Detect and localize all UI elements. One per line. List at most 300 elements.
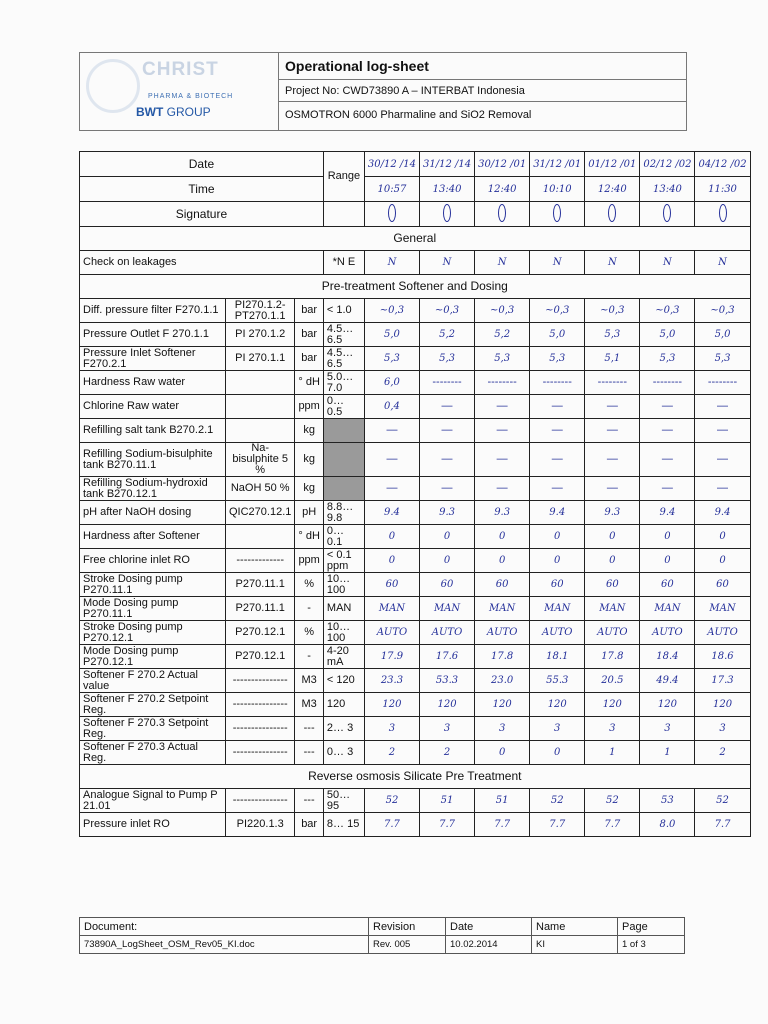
reading: 3 [585, 717, 640, 741]
reading: 7.7 [695, 813, 750, 837]
row-label: Free chlorine inlet RO [80, 549, 226, 573]
date-entry: 04/12 /02 [695, 152, 750, 177]
footer-name-label: Name [532, 918, 618, 936]
row-label: Stroke Dosing pump P270.11.1 [80, 573, 226, 597]
reading: N [475, 251, 530, 275]
reading: 5,3 [364, 347, 419, 371]
table-row [80, 717, 751, 741]
reading: 17.3 [695, 669, 750, 693]
reading: 0 [475, 741, 530, 765]
row-tag: Na-bisulphite 5 % [226, 443, 295, 477]
row-range: 120 [323, 693, 364, 717]
system-name: OSMOTRON 6000 Pharmaline and SiO2 Removal [285, 109, 532, 121]
signature-scribble [719, 204, 727, 222]
row-tag: PI 270.1.2 [226, 323, 295, 347]
logo-subtitle: PHARMA & BIOTECH [148, 93, 234, 100]
reading: -------- [585, 371, 640, 395]
row-unit: % [295, 573, 324, 597]
reading: -------- [640, 371, 695, 395]
row-range: 50… 95 [323, 789, 364, 813]
reading: — [530, 443, 585, 477]
signature-mark [475, 202, 530, 227]
reading: — [585, 443, 640, 477]
reading: — [475, 395, 530, 419]
time-entry: 13:40 [420, 177, 475, 202]
signature-scribble [498, 204, 506, 222]
table-row [80, 152, 751, 177]
reading: 5,0 [695, 323, 750, 347]
reading: 0 [420, 549, 475, 573]
row-range [323, 443, 364, 477]
reading: — [640, 395, 695, 419]
reading: ~0,3 [420, 299, 475, 323]
row-label: Pressure Inlet Softener F270.2.1 [80, 347, 226, 371]
row-tag: --------------- [226, 717, 295, 741]
reading: AUTO [585, 621, 640, 645]
row-label: pH after NaOH dosing [80, 501, 226, 525]
row-unit: --- [295, 741, 324, 765]
row-tag: --------------- [226, 789, 295, 813]
signature-scribble [388, 204, 396, 222]
reading: 7.7 [420, 813, 475, 837]
row-unit: ppm [295, 395, 324, 419]
footer-date-value: 10.02.2014 [446, 936, 532, 954]
row-range: 4.5… 6.5 [323, 323, 364, 347]
reading: 120 [530, 693, 585, 717]
reading: 0 [585, 525, 640, 549]
row-unit: --- [295, 789, 324, 813]
reading: AUTO [420, 621, 475, 645]
table-row [80, 597, 751, 621]
reading: 6,0 [364, 371, 419, 395]
table-row [80, 621, 751, 645]
reading: 3 [475, 717, 530, 741]
reading: -------- [420, 371, 475, 395]
reading: — [695, 443, 750, 477]
reading: 53.3 [420, 669, 475, 693]
row-unit: bar [295, 813, 324, 837]
row-unit: % [295, 621, 324, 645]
reading: AUTO [475, 621, 530, 645]
table-row [80, 177, 751, 202]
signature-scribble [608, 204, 616, 222]
row-label: Pressure Outlet F 270.1.1 [80, 323, 226, 347]
time-entry: 11:30 [695, 177, 750, 202]
footer-name-value: KI [532, 936, 618, 954]
reading: 0 [364, 549, 419, 573]
row-range: 4-20 mA [323, 645, 364, 669]
date-entry: 30/12 /14 [364, 152, 419, 177]
reading: — [585, 477, 640, 501]
reading: 120 [640, 693, 695, 717]
row-tag: --------------- [226, 741, 295, 765]
reading: ~0,3 [640, 299, 695, 323]
reading: 9.3 [420, 501, 475, 525]
row-unit: kg [295, 419, 324, 443]
reading: AUTO [695, 621, 750, 645]
table-row [80, 645, 751, 669]
row-label: Mode Dosing pump P270.11.1 [80, 597, 226, 621]
reading: -------- [475, 371, 530, 395]
reading: — [364, 443, 419, 477]
footer-document-value: 73890A_LogSheet_OSM_Rev05_KI.doc [80, 936, 369, 954]
time-entry: 12:40 [585, 177, 640, 202]
row-label: Mode Dosing pump P270.12.1 [80, 645, 226, 669]
table-row [80, 789, 751, 813]
logo-ring-icon [86, 59, 140, 113]
reading: — [475, 443, 530, 477]
row-unit: M3 [295, 693, 324, 717]
reading: 5,3 [585, 323, 640, 347]
logo-group [136, 105, 211, 119]
row-unit: ppm [295, 549, 324, 573]
reading: 3 [530, 717, 585, 741]
reading: — [530, 419, 585, 443]
document-title: Operational log-sheet [279, 53, 686, 80]
reading: — [420, 395, 475, 419]
reading: — [640, 419, 695, 443]
row-range: 0… 0.5 [323, 395, 364, 419]
reading: — [364, 419, 419, 443]
reading: 0 [585, 549, 640, 573]
reading: 0 [640, 549, 695, 573]
table-row [80, 693, 751, 717]
date-entry: 31/12 /01 [530, 152, 585, 177]
row-unit: bar [295, 299, 324, 323]
reading: — [420, 443, 475, 477]
row-label: Softener F 270.3 Actual Reg. [80, 741, 226, 765]
row-tag [226, 371, 295, 395]
row-unit: --- [295, 717, 324, 741]
row-range: < 120 [323, 669, 364, 693]
reading: 0 [530, 525, 585, 549]
reading: 3 [640, 717, 695, 741]
reading: 20.5 [585, 669, 640, 693]
reading: 5,1 [585, 347, 640, 371]
reading: 5,0 [530, 323, 585, 347]
company-logo [80, 53, 279, 130]
date-label: Date [80, 152, 324, 177]
row-unit: kg [295, 443, 324, 477]
section-header: Pre-treatment Softener and Dosing [80, 275, 751, 299]
reading: 5,2 [475, 323, 530, 347]
reading: 0 [695, 549, 750, 573]
signature-label: Signature [80, 202, 324, 227]
reading: 0 [364, 525, 419, 549]
row-label: Hardness after Softener [80, 525, 226, 549]
reading: — [695, 395, 750, 419]
table-row [80, 419, 751, 443]
row-range: 10… 100 [323, 573, 364, 597]
reading: 1 [585, 741, 640, 765]
row-label: Refilling Sodium-bisulphite tank B270.11.1 [80, 443, 226, 477]
row-range: *N E [323, 251, 364, 275]
row-unit: M3 [295, 669, 324, 693]
reading: N [695, 251, 750, 275]
row-range [323, 477, 364, 501]
row-range: 8… 15 [323, 813, 364, 837]
reading: MAN [475, 597, 530, 621]
row-unit: bar [295, 347, 324, 371]
signature-range-blank [323, 202, 364, 227]
signature-mark [695, 202, 750, 227]
row-label: Stroke Dosing pump P270.12.1 [80, 621, 226, 645]
row-unit: ° dH [295, 371, 324, 395]
reading: 18.4 [640, 645, 695, 669]
signature-mark [585, 202, 640, 227]
row-tag: P270.12.1 [226, 645, 295, 669]
reading: MAN [530, 597, 585, 621]
table-row [80, 251, 751, 275]
project-number: Project No: CWD73890 A – INTERBAT Indonesia [279, 80, 686, 102]
table-row [80, 549, 751, 573]
reading: 5,2 [420, 323, 475, 347]
reading: N [585, 251, 640, 275]
reading: AUTO [530, 621, 585, 645]
time-entry: 12:40 [475, 177, 530, 202]
row-range: < 1.0 [323, 299, 364, 323]
time-entry: 10:10 [530, 177, 585, 202]
footer-document-label: Document: [80, 918, 369, 936]
row-label: Diff. pressure filter F270.1.1 [80, 299, 226, 323]
reading: AUTO [640, 621, 695, 645]
reading: 9.3 [475, 501, 530, 525]
reading: 5,3 [695, 347, 750, 371]
reading: 120 [475, 693, 530, 717]
table-row [80, 395, 751, 419]
table-row [80, 299, 751, 323]
log-table [79, 151, 751, 837]
footer-page-value: 1 of 3 [618, 936, 685, 954]
row-tag [226, 525, 295, 549]
signature-scribble [663, 204, 671, 222]
reading: 23.0 [475, 669, 530, 693]
table-row [80, 443, 751, 477]
reading: MAN [695, 597, 750, 621]
reading: 2 [695, 741, 750, 765]
reading: — [695, 477, 750, 501]
row-tag: P270.11.1 [226, 573, 295, 597]
row-range: < 0.1 ppm [323, 549, 364, 573]
row-label: Chlorine Raw water [80, 395, 226, 419]
document-footer [79, 917, 685, 954]
reading: 55.3 [530, 669, 585, 693]
reading: 18.6 [695, 645, 750, 669]
reading: 17.6 [420, 645, 475, 669]
row-unit: bar [295, 323, 324, 347]
reading: AUTO [364, 621, 419, 645]
section-header: Reverse osmosis Silicate Pre Treatment [80, 765, 751, 789]
reading: N [530, 251, 585, 275]
reading: 2 [364, 741, 419, 765]
reading: 120 [695, 693, 750, 717]
signature-scribble [553, 204, 561, 222]
row-range: 4.5… 6.5 [323, 347, 364, 371]
reading: 49.4 [640, 669, 695, 693]
row-tag: P270.11.1 [226, 597, 295, 621]
reading: 9.4 [695, 501, 750, 525]
signature-mark [420, 202, 475, 227]
row-tag: --------------- [226, 669, 295, 693]
date-entry: 30/12 /01 [475, 152, 530, 177]
reading: — [475, 419, 530, 443]
reading: 60 [420, 573, 475, 597]
reading: — [364, 477, 419, 501]
reading: 5,3 [640, 347, 695, 371]
reading: N [640, 251, 695, 275]
table-row [80, 813, 751, 837]
reading: — [695, 419, 750, 443]
logo-brand: CHRIST [142, 59, 219, 80]
reading: 5,0 [364, 323, 419, 347]
reading: 9.4 [364, 501, 419, 525]
row-range: 0… 3 [323, 741, 364, 765]
reading: 7.7 [364, 813, 419, 837]
row-label: Refilling salt tank B270.2.1 [80, 419, 226, 443]
reading: 5,3 [475, 347, 530, 371]
logo-group-word: GROUP [166, 105, 211, 119]
row-label: Pressure inlet RO [80, 813, 226, 837]
row-tag [226, 395, 295, 419]
reading: 5,3 [530, 347, 585, 371]
reading: 7.7 [530, 813, 585, 837]
row-label: Check on leakages [80, 251, 324, 275]
reading: — [420, 419, 475, 443]
reading: ~0,3 [530, 299, 585, 323]
signature-scribble [443, 204, 451, 222]
logo-group-mark: BWT [136, 105, 164, 119]
footer-page-label: Page [618, 918, 685, 936]
reading: — [585, 419, 640, 443]
reading: 9.4 [530, 501, 585, 525]
row-tag: QIC270.12.1 [226, 501, 295, 525]
signature-mark [530, 202, 585, 227]
table-row [80, 227, 751, 251]
reading: 0 [420, 525, 475, 549]
reading: 3 [695, 717, 750, 741]
row-label: Hardness Raw water [80, 371, 226, 395]
reading: 53 [640, 789, 695, 813]
time-entry: 13:40 [640, 177, 695, 202]
range-label: Range [323, 152, 364, 202]
table-row [80, 477, 751, 501]
reading: — [420, 477, 475, 501]
table-row [80, 275, 751, 299]
reading: 60 [695, 573, 750, 597]
row-range: 10… 100 [323, 621, 364, 645]
reading: 0 [530, 549, 585, 573]
date-entry: 02/12 /02 [640, 152, 695, 177]
reading: ~0,3 [585, 299, 640, 323]
reading: ~0,3 [475, 299, 530, 323]
row-label: Analogue Signal to Pump P 21.01 [80, 789, 226, 813]
reading: 120 [364, 693, 419, 717]
table-row [80, 371, 751, 395]
reading: 7.7 [585, 813, 640, 837]
table-row [80, 525, 751, 549]
reading: — [585, 395, 640, 419]
footer-date-label: Date [446, 918, 532, 936]
row-label: Refilling Sodium-hydroxid tank B270.12.1 [80, 477, 226, 501]
reading: — [530, 395, 585, 419]
reading: ~0,3 [364, 299, 419, 323]
reading: 0 [475, 549, 530, 573]
document-header [79, 52, 687, 131]
row-range [323, 419, 364, 443]
reading: 52 [364, 789, 419, 813]
time-entry: 10:57 [364, 177, 419, 202]
reading: — [475, 477, 530, 501]
reading: 17.8 [585, 645, 640, 669]
row-unit: kg [295, 477, 324, 501]
row-tag: PI270.1.2- PT270.1.1 [226, 299, 295, 323]
reading: 0,4 [364, 395, 419, 419]
reading: 8.0 [640, 813, 695, 837]
reading: 60 [530, 573, 585, 597]
footer-revision-label: Revision [369, 918, 446, 936]
reading: 5,0 [640, 323, 695, 347]
reading: N [364, 251, 419, 275]
row-tag: --------------- [226, 693, 295, 717]
row-label: Softener F 270.3 Setpoint Reg. [80, 717, 226, 741]
reading: 120 [420, 693, 475, 717]
row-range: MAN [323, 597, 364, 621]
row-tag: PI220.1.3 [226, 813, 295, 837]
reading: — [640, 443, 695, 477]
row-unit: - [295, 597, 324, 621]
reading: ~0,3 [695, 299, 750, 323]
reading: 7.7 [475, 813, 530, 837]
reading: 23.3 [364, 669, 419, 693]
table-row [80, 741, 751, 765]
row-unit: pH [295, 501, 324, 525]
row-tag: NaOH 50 % [226, 477, 295, 501]
date-entry: 31/12 /14 [420, 152, 475, 177]
reading: 17.9 [364, 645, 419, 669]
reading: 60 [585, 573, 640, 597]
table-row [80, 323, 751, 347]
section-header: General [80, 227, 751, 251]
reading: 120 [585, 693, 640, 717]
table-row [80, 669, 751, 693]
reading: 52 [530, 789, 585, 813]
table-row [80, 573, 751, 597]
row-tag [226, 419, 295, 443]
reading: 51 [475, 789, 530, 813]
reading: 9.4 [640, 501, 695, 525]
row-range: 2… 3 [323, 717, 364, 741]
reading: MAN [420, 597, 475, 621]
reading: 18.1 [530, 645, 585, 669]
reading: 3 [420, 717, 475, 741]
signature-mark [364, 202, 419, 227]
reading: -------- [530, 371, 585, 395]
reading: 0 [530, 741, 585, 765]
row-range: 5.0… 7.0 [323, 371, 364, 395]
reading: 60 [475, 573, 530, 597]
table-row [80, 765, 751, 789]
reading: -------- [695, 371, 750, 395]
row-label: Softener F 270.2 Setpoint Reg. [80, 693, 226, 717]
reading: 2 [420, 741, 475, 765]
row-unit: ° dH [295, 525, 324, 549]
row-tag: ------------- [226, 549, 295, 573]
reading: 51 [420, 789, 475, 813]
table-row [80, 202, 751, 227]
reading: 17.8 [475, 645, 530, 669]
footer-revision-value: Rev. 005 [369, 936, 446, 954]
row-range: 8.8… 9.8 [323, 501, 364, 525]
